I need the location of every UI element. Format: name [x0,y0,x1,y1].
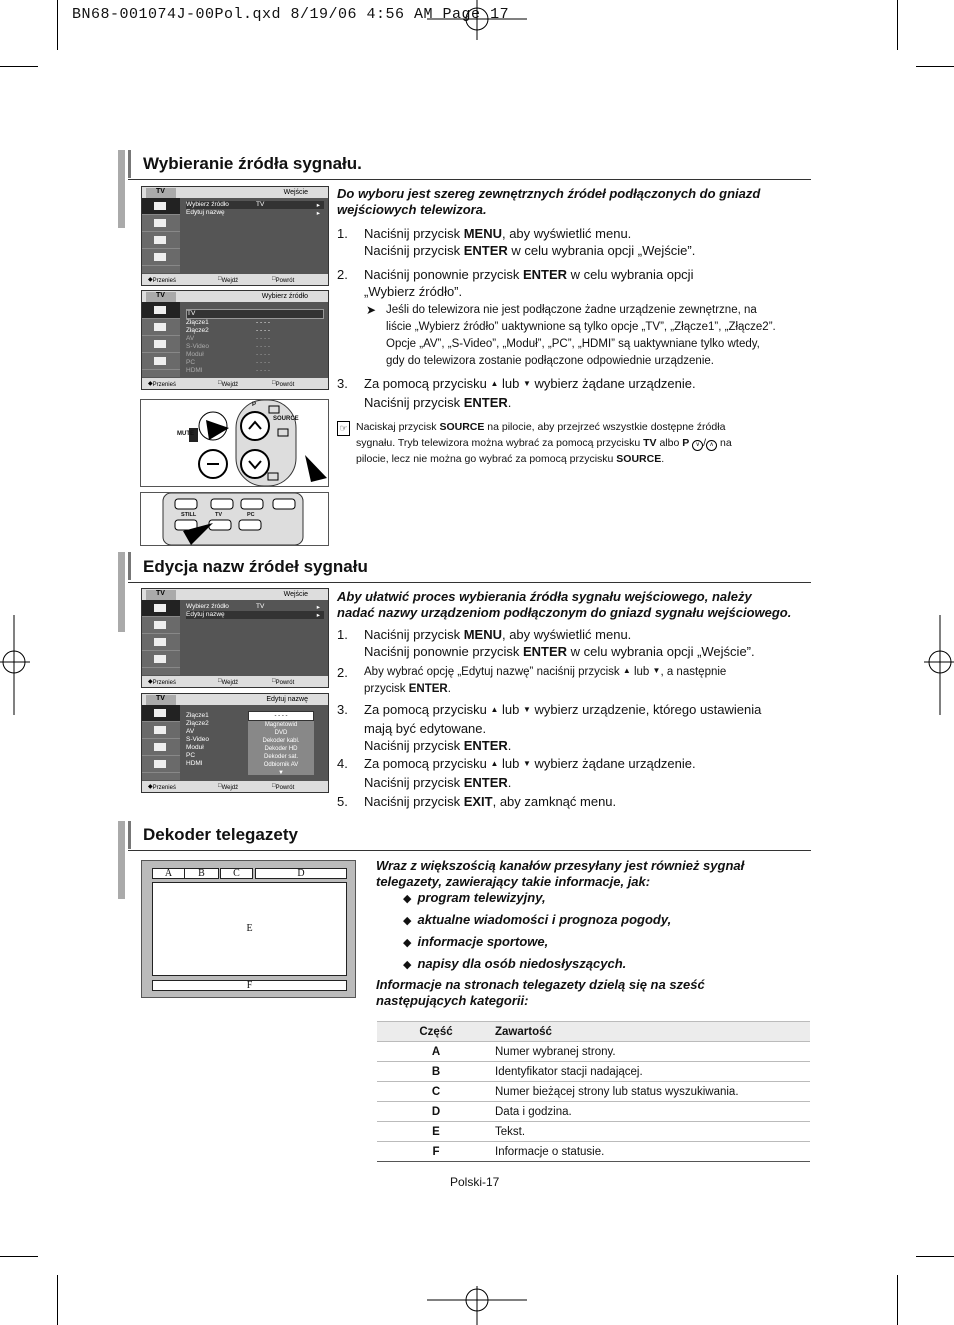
step-1: 1. Naciśnij przycisk MENU, aby wyświetlić menu. Naciśnij ponownie przycisk ENTER w celu wybrania opcji „Wejście”. [337,627,755,659]
osd-row: PC [186,752,196,759]
teletext-parts-table [377,1021,810,1162]
table-row: D Data i godzina. [377,1102,810,1122]
osd-tv-tab: TV [146,292,176,302]
osd-row: Moduł - - - - [186,351,271,358]
channel-icon [142,249,180,266]
osd-row: Złącze1 - - - - [186,319,271,326]
crop-mark [897,0,898,50]
osd-menu-edit-name: TV Edytuj nazwę Złącze1 Złącze2 AV S-Video Moduł PC HDMI - - - - Magnetowid DVD Dekoder kabl. Dekoder HD Dekoder sat. Odbiornik AV ▼ ◆ Przenieś □ Wejdź □ Powrót [141,693,329,793]
section-rule [128,582,811,583]
osd-dropdown-list: - - - - Magnetowid DVD Dekoder kabl. Dekoder HD Dekoder sat. Odbiornik AV ▼ [248,711,314,775]
section-bar [118,150,125,228]
registration-mark-icon [924,615,954,715]
section-title: Dekoder telegazety [143,825,298,844]
mute-label: MUTE [177,431,194,437]
sound-icon [142,336,180,353]
bullet-item: ◆ aktualne wiadomości i prognoza pogody, [403,912,671,927]
osd-row: HDMI - - - - [186,367,271,374]
step-5: 5. Naciśnij przycisk EXIT, aby zamknąć menu. [337,794,617,809]
step-3: 3. Za pomocą przycisku ▲ lub ▼ wybierz urządzenie, którego ustawienia mają być edytowane. Naciśnij przycisk ENTER. [337,701,807,752]
osd-menu-input: TV Wejście Wybierz źródło TV ▸ Edytuj nazwę ▸ ◆ Przenieś □ Wejdź □ Powrót [141,588,329,688]
osd-title: Wejście [283,591,308,598]
osd-row: PC - - - - [186,359,271,366]
page-number: Polski-17 [450,1175,500,1189]
remote-buttons-icon [141,400,328,486]
teletext-screen-diagram [141,860,356,998]
crop-mark [57,1275,58,1325]
osd-row: Edytuj nazwę ▸ [186,611,324,619]
column-header: Część [377,1022,495,1042]
step-2: 2. Naciśnij ponownie przycisk ENTER w celu wybrania opcji „Wybierz źródło”. [337,267,694,299]
step-number: 1. [337,226,348,241]
osd-menu-input: TV Wejście Wybierz źródło TV ▸ Edytuj nazwę ▸ ◆ Przenieś □ Wejdź □ Powrót [141,186,329,286]
osd-row: AV - - - - [186,335,271,342]
step-3: 3. Za pomocą przycisku ▲ lub ▼ wybierz żądane urządzenie. Naciśnij przycisk ENTER. [337,375,807,409]
sound-icon [142,232,180,249]
table-row: A Numer wybranej strony. [377,1042,810,1062]
osd-row: AV [186,728,195,735]
input-icon [142,705,180,722]
p-label: P [252,402,257,408]
source-label: SOURCE [273,416,299,422]
teletext-area-f: F [152,980,347,991]
column-header: Zawartość [495,1022,810,1042]
pc-label: PC [247,512,255,518]
section-title: Edycja nazw źródeł sygnału [143,557,368,576]
section-intro: Aby ułatwić proces wybierania źródła sygnału wejściowego, należy nadać nazwy urządzeniom podłączonym do gniazd sygnału wejściowego. [337,589,792,620]
crop-mark [0,66,38,67]
remote-control-image [140,399,329,487]
section-rule [128,850,811,851]
sound-icon [142,739,180,756]
tv-label: TV [215,512,223,518]
picture-icon [142,215,180,232]
down-arrow-icon [523,756,531,771]
section-bar [128,821,131,849]
table-row: B Identyfikator stacji nadającej. [377,1062,810,1082]
osd-title: Wybierz źródło [261,293,308,300]
section-intro: Do wyboru jest szereg zewnętrznych źródeł podłączonych do gniazd wejściowych telewizora. [337,186,761,217]
osd-menu-source: TV Wybierz źródło TV Złącze1 - - - - Złącze2 - - - - AV - - - - S-Video - - - - Moduł - - - - PC - - - - HDMI - - - - ◆ Przenieś □ Wejdź □ Powrót [141,290,329,390]
step-1: 1. Naciśnij przycisk MENU, aby wyświetlić menu. Naciśnij przycisk ENTER w celu wybrania opcji „Wejście”. [337,226,696,258]
registration-mark-icon [0,615,30,715]
file-header: BN68-001074J-00Pol.qxd 8/19/06 4:56 AM Page 17 [72,6,510,23]
input-icon [142,198,180,215]
crop-mark [0,1256,38,1257]
sound-icon [142,634,180,651]
osd-row: Edytuj nazwę ▸ [186,209,320,217]
channel-down-icon: ∨ [692,440,703,451]
input-icon [142,302,180,319]
section-rule [128,179,811,180]
teletext-area-e: E [152,882,347,976]
scroll-down-icon: ▼ [278,770,284,776]
channel-icon [142,651,180,668]
section-outro: Informacje na stronach telegazety dzielą się na sześć następujących kategorii: [376,977,705,1008]
tip-hand-icon: ☞ [337,421,350,436]
table-row: E Tekst. [377,1122,810,1142]
section-bar [128,150,131,178]
picture-icon [142,319,180,336]
section-bar [118,552,125,632]
still-label: STILL [181,512,197,518]
osd-tv-tab: TV [146,188,176,198]
remote-control-image [140,492,329,546]
teletext-area-d: D [255,868,347,879]
osd-row: Złącze1 [186,712,209,719]
picture-icon [142,617,180,634]
channel-up-icon: ∧ [706,440,717,451]
section-bar [118,821,125,899]
section-bar [128,552,131,580]
bullet-item: ◆ napisy dla osób niedosłyszących. [403,956,626,971]
osd-row: S-Video - - - - [186,343,271,350]
osd-title: Wejście [283,189,308,196]
osd-row: TV [186,309,324,319]
crop-mark [916,66,954,67]
osd-tv-tab: TV [146,695,176,705]
note-arrow-icon: ➤ [366,303,377,317]
down-arrow-icon [523,702,531,717]
step-4: 4. Za pomocą przycisku ▲ lub ▼ wybierz żądane urządzenie. Naciśnij przycisk ENTER. [337,755,807,789]
osd-row: HDMI [186,760,203,767]
registration-mark-icon [427,0,527,40]
remote-buttons-icon [141,493,328,545]
picture-icon [142,722,180,739]
crop-mark [916,1256,954,1257]
bullet-item: ◆ program telewizyjny, [403,890,546,905]
crop-mark [897,1275,898,1325]
table-row: C Numer bieżącej strony lub status wyszukiwania. [377,1082,810,1102]
crop-mark [57,0,58,50]
teletext-area-a: A [152,868,185,879]
table-header-row [377,1022,810,1042]
channel-icon [142,756,180,773]
osd-row: Wybierz źródło TV ▸ [186,201,324,209]
osd-row: Wybierz źródło TV ▸ [186,603,320,611]
osd-tv-tab: TV [146,590,176,600]
down-arrow-icon [523,376,531,391]
osd-row: S-Video [186,736,210,743]
teletext-area-c: C [220,868,253,879]
section-title: Wybieranie źródła sygnału. [143,154,362,173]
step-number: 3. [337,376,348,391]
osd-title: Edytuj nazwę [266,696,308,703]
section-intro: Wraz z większością kanałów przesyłany jest również sygnał telegazety, zawierający takie informacje, jak: [376,858,745,889]
step-number: 2. [337,267,348,282]
input-icon [142,600,180,617]
up-arrow-icon [623,666,631,678]
channel-icon [142,353,180,370]
table-row: F Informacje o statusie. [377,1142,810,1162]
osd-row: Złącze2 - - - - [186,327,271,334]
teletext-area-b: B [184,868,219,879]
bullet-item: ◆ informacje sportowe, [403,934,548,949]
osd-row: Złącze2 [186,720,209,727]
registration-mark-icon [427,1286,527,1325]
osd-row: Moduł [186,744,204,751]
step-2: 2. Aby wybrać opcję „Edytuj nazwę” naciśnij przycisk ▲ lub ▼ , a następnie przycisk ENTER. [337,664,807,698]
